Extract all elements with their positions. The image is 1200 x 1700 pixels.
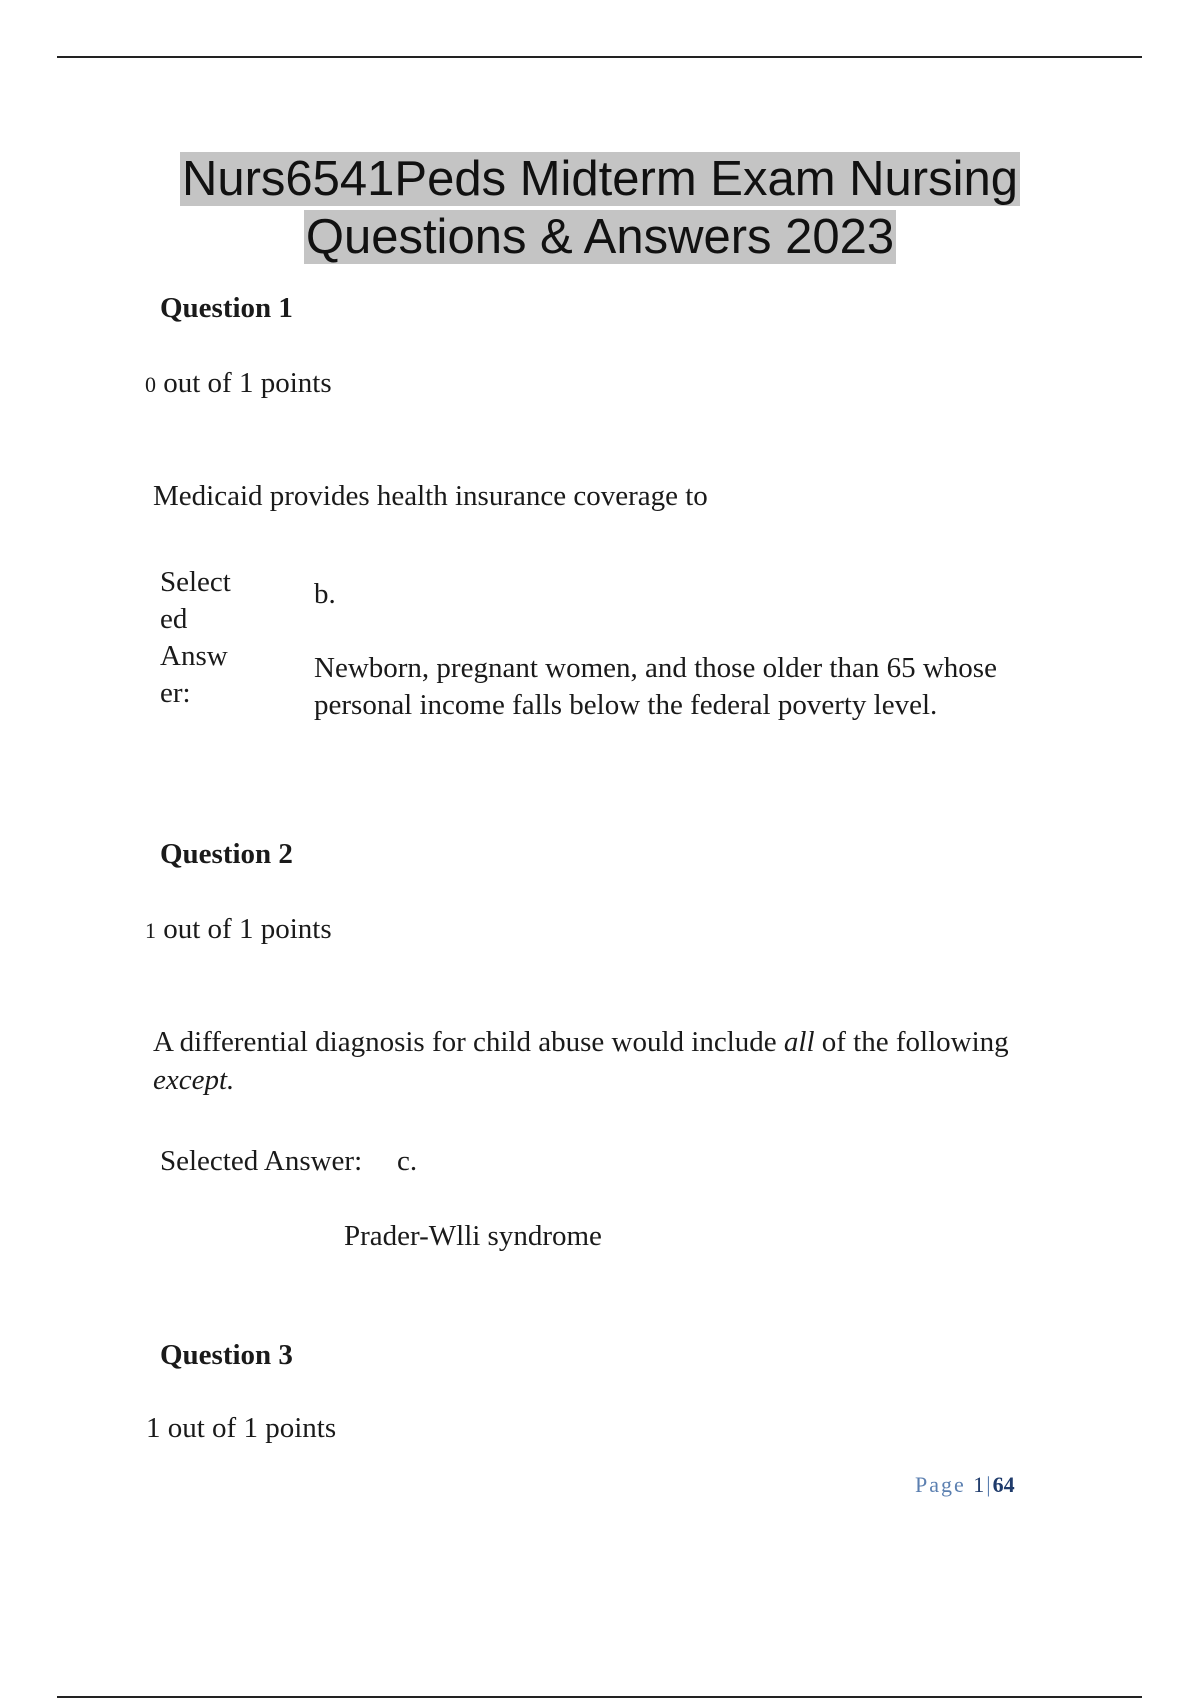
current-page: 1 <box>973 1472 985 1497</box>
question-3-heading: Question 3 <box>160 1339 293 1371</box>
question-2-score-number: 1 <box>145 918 156 943</box>
prompt-text: A differential diagnosis for child abuse would include <box>153 1026 784 1058</box>
question-1-answer-text: Newborn, pregnant women, and those older than 65 whose personal income falls below the federal poverty level. <box>314 652 997 721</box>
title-line-2: Questions & Answers 2023 <box>305 210 895 264</box>
page-number <box>915 1472 1015 1498</box>
answer-label-line: ed <box>160 603 188 635</box>
prompt-emphasis: except. <box>153 1064 235 1096</box>
prompt-text: of the following <box>814 1026 1009 1058</box>
question-1-answer-label <box>160 564 250 712</box>
question-2-answer-text: Prader-Wlli syndrome <box>344 1220 602 1252</box>
question-1-score <box>145 367 332 400</box>
document-title <box>0 150 1200 266</box>
question-1-prompt: Medicaid provides health insurance coverage to <box>153 480 708 512</box>
question-2-prompt <box>153 1023 1013 1099</box>
total-pages: 64 <box>992 1472 1015 1497</box>
bottom-rule <box>57 1696 1142 1698</box>
prompt-emphasis: all <box>783 1026 815 1058</box>
question-1-heading: Question 1 <box>160 292 293 324</box>
question-3-score: 1 out of 1 points <box>146 1412 337 1444</box>
title-line-1: Nurs6541Peds Midterm Exam Nursing <box>181 152 1019 206</box>
top-rule <box>57 56 1142 58</box>
answer-label-line: Select <box>160 566 231 598</box>
question-1-score-text: out of 1 points <box>163 367 332 399</box>
question-2-score <box>145 913 332 946</box>
question-2-answer-letter: c. <box>397 1145 418 1177</box>
answer-label-line: er: <box>160 677 191 709</box>
question-2-score-text: out of 1 points <box>163 913 332 945</box>
question-2-answer-label: Selected Answer: <box>160 1145 363 1177</box>
page-separator: | <box>986 1472 991 1497</box>
page-word: Page <box>915 1472 966 1497</box>
question-1-answer-letter: b. <box>314 578 336 610</box>
question-2-heading: Question 2 <box>160 838 293 870</box>
question-1-score-number: 0 <box>145 372 156 397</box>
answer-label-line: Answ <box>160 640 228 672</box>
